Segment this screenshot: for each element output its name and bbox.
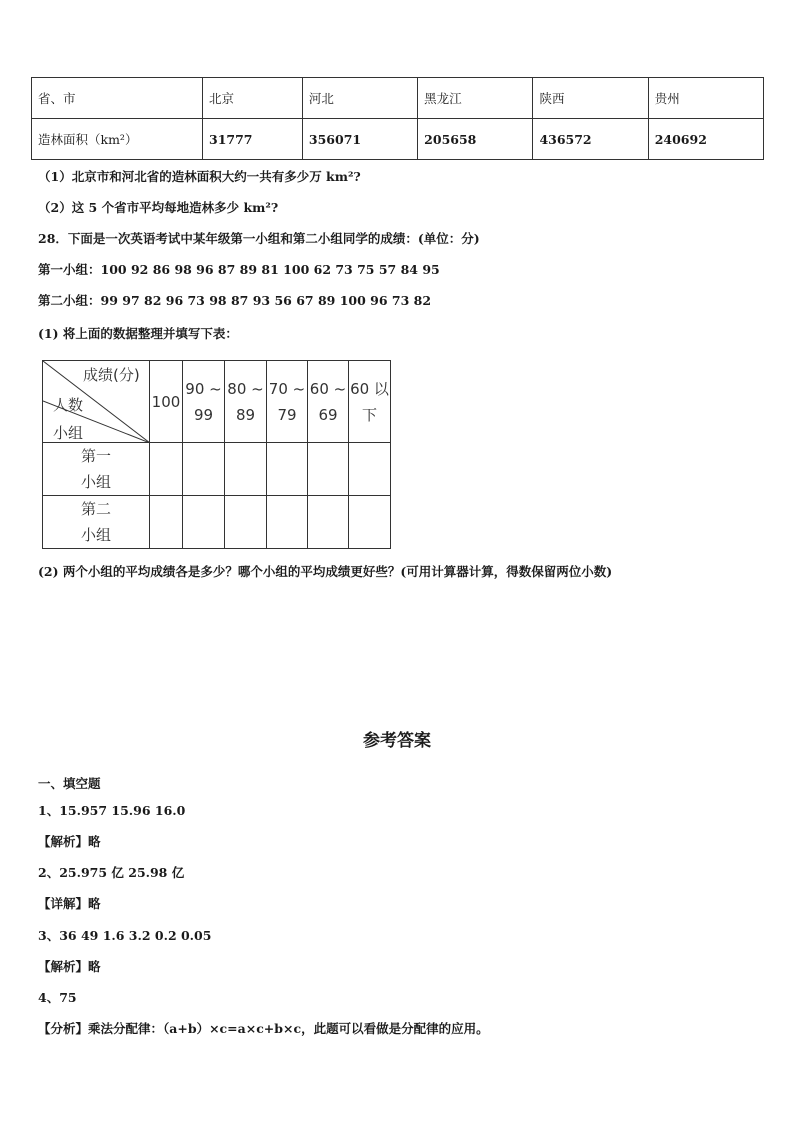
diagonal-header-cell: [43, 361, 150, 443]
answer-4: 4、75: [38, 990, 77, 1005]
table-row: [43, 443, 391, 496]
empty-cell: [225, 496, 267, 549]
row-header: 第一 小组: [43, 443, 150, 496]
table-cell: 贵州: [648, 78, 763, 119]
empty-cell: [308, 496, 349, 549]
row-header: 第二 小组: [43, 496, 150, 549]
table-cell: 河北: [302, 78, 417, 119]
table-cell: 黑龙江: [418, 78, 533, 119]
section-heading: 一、填空题: [38, 776, 101, 791]
table-cell: 陕西: [533, 78, 648, 119]
part-1-instruction: (1) 将上面的数据整理并填写下表：: [38, 326, 238, 341]
empty-cell: [349, 496, 391, 549]
table-row: [32, 78, 764, 119]
table-cell: 436572: [533, 119, 648, 160]
empty-cell: [308, 443, 349, 496]
column-header: 90 ~ 99: [183, 361, 225, 443]
empty-cell: [183, 496, 225, 549]
table-cell: 31777: [203, 119, 303, 160]
answer-3: 3、36 49 1.6 3.2 0.2 0.05: [38, 928, 212, 943]
answer-1-note: 【解析】略: [38, 834, 101, 849]
empty-cell: [183, 443, 225, 496]
table-cell: 省、市: [32, 78, 203, 119]
answer-4-note: 【分析】乘法分配律：（a+b）×c=a×c+b×c，此题可以看做是分配律的应用。: [38, 1021, 489, 1036]
empty-cell: [150, 443, 183, 496]
table-row: [43, 496, 391, 549]
corner-label-group: 小组: [53, 424, 84, 442]
empty-cell: [267, 496, 308, 549]
table-row: [32, 119, 764, 160]
question-2: （2）这 5 个省市平均每地造林多少 km²?: [38, 200, 279, 215]
empty-cell: [349, 443, 391, 496]
part-2-question: (2) 两个小组的平均成绩各是多少？哪个小组的平均成绩更好些？(可用计算器计算，得数保留两位小数): [38, 564, 613, 579]
column-header: 100: [150, 361, 183, 443]
corner-label-score: 成绩(分): [83, 366, 140, 384]
table-row: [43, 361, 391, 443]
table-cell: 北京: [203, 78, 303, 119]
corner-label-count: 人数: [53, 396, 84, 414]
column-header: 60 ~ 69: [308, 361, 349, 443]
answer-1: 1、15.957 15.96 16.0: [38, 803, 186, 818]
answers-title: 参考答案: [363, 731, 431, 751]
table-cell: 205658: [418, 119, 533, 160]
answer-2: 2、25.975 亿 25.98 亿: [38, 865, 185, 880]
column-header: 70 ~ 79: [267, 361, 308, 443]
answer-3-note: 【解析】略: [38, 959, 101, 974]
table-cell: 造林面积（km²）: [32, 119, 203, 160]
answer-2-note: 【详解】略: [38, 896, 101, 911]
empty-cell: [150, 496, 183, 549]
score-tally-table: [42, 360, 390, 542]
column-header: 60 以 下: [349, 361, 391, 443]
table-cell: 356071: [302, 119, 417, 160]
empty-cell: [267, 443, 308, 496]
group2-scores: 第二小组：99 97 82 96 73 98 87 93 56 67 89 100 96 73 82: [38, 293, 432, 308]
column-header: 80 ~ 89: [225, 361, 267, 443]
question-28: 28．下面是一次英语考试中某年级第一小组和第二小组同学的成绩：(单位：分): [38, 231, 480, 246]
question-1: （1）北京市和河北省的造林面积大约一共有多少万 km²?: [38, 169, 361, 184]
afforestation-table: [31, 77, 764, 160]
table-cell: 240692: [648, 119, 763, 160]
group1-scores: 第一小组：100 92 86 98 96 87 89 81 100 62 73 75 57 84 95: [38, 262, 440, 277]
empty-cell: [225, 443, 267, 496]
